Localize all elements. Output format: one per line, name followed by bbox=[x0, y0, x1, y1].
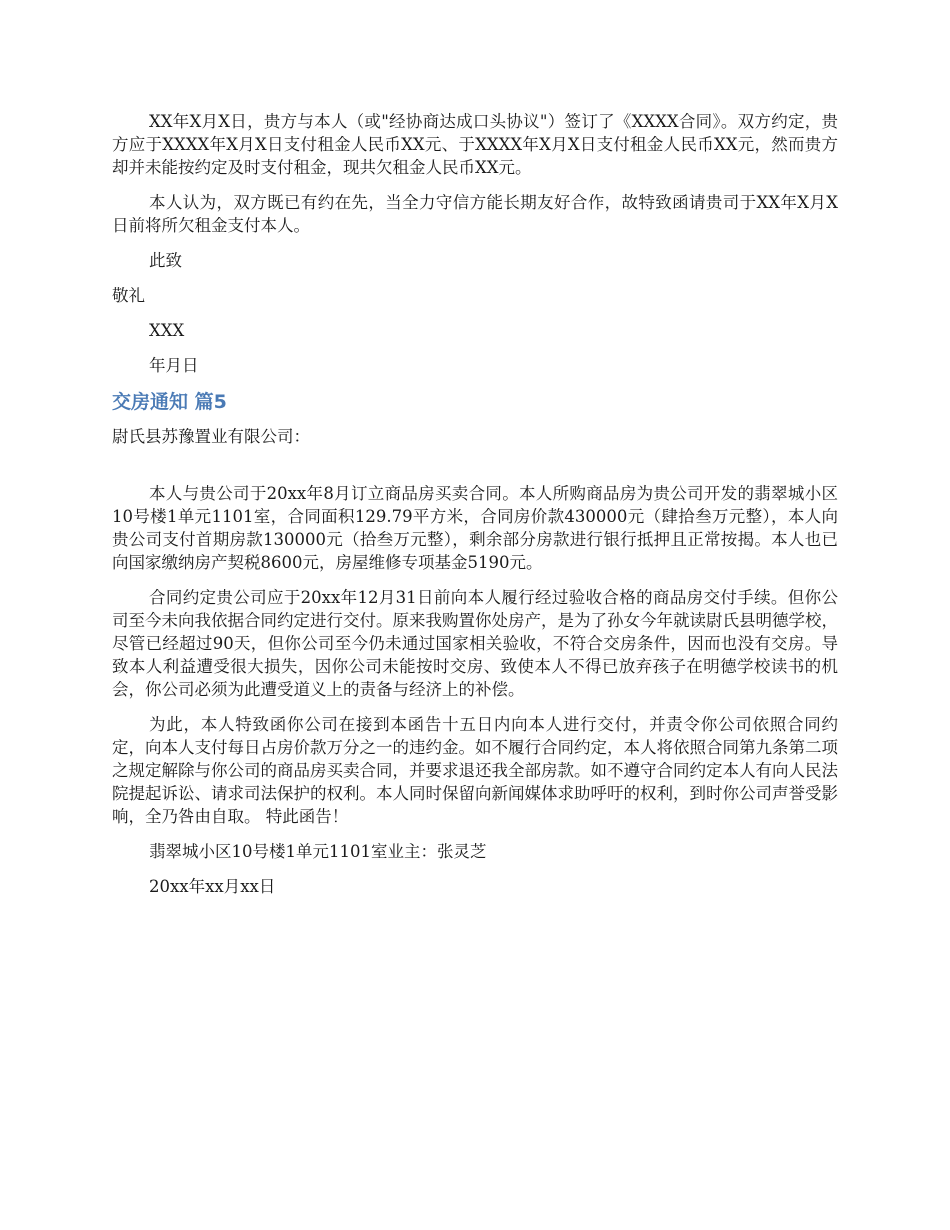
notice-date: 20xx年xx月xx日 bbox=[149, 877, 276, 896]
notice-signature: 翡翠城小区10号楼1单元1101室业主：张灵芝 bbox=[149, 842, 487, 861]
rent-letter-signature: XXX bbox=[149, 321, 185, 340]
notice-paragraph-3: 为此，本人特致函你公司在接到本函告十五日内向本人进行交付，并责令你公司依照合同约定，向本人支付每日占房价款万分之一的违约金。如不履行合同约定，本人将依照合同第九条第二项之规定解除与你公司的商品房买卖合同，并要求退还我全部房款。如不遵守合同约定本人有向人民法院提起诉讼、请求司法保护的权利。本人同时保留向新闻媒体求助呼吁的权利，到时你公司声誉受影响，全乃咎由自取。 特此函告！ bbox=[112, 715, 838, 826]
notice-paragraph-2: 合同约定贵公司应于20xx年12月31日前向本人履行经过验收合格的商品房交付手续。但你公司至今未向我依据合同约定进行交付。原来我购置你处房产，是为了孙女今年就读尉氏县明德学校，尽管已经超过90天，但你公司至今仍未通过国家相关验收，不符合交房条件，因而也没有交房。导致本人利益遭受很大损失，因你公司未能按时交房、致使本人不得已放弃孩子在明德学校读书的机会，你公司必须为此遭受道义上的责备与经济上的补偿。 bbox=[112, 588, 838, 699]
closing-regards: 敬礼 bbox=[112, 286, 145, 305]
addressee: 尉氏县苏豫置业有限公司： bbox=[112, 427, 310, 446]
blank-line bbox=[112, 460, 838, 482]
closing-salutation: 此致 bbox=[149, 251, 182, 270]
rent-letter-paragraph-2: 本人认为，双方既已有约在先，当全力守信方能长期友好合作，故特致函请贵司于XX年X月X日前将所欠租金支付本人。 bbox=[112, 193, 838, 235]
notice-paragraph-1: 本人与贵公司于20xx年8月订立商品房买卖合同。本人所购商品房为贵公司开发的翡翠城小区10号楼1单元1101室，合同面积129.79平方米，合同房价款430000元（肆拾叁万元整），本人向贵公司支付首期房款130000元（拾叁万元整），剩余部分房款进行银行抵押且正常按揭。本人也已向国家缴纳房产契税8600元，房屋维修专项基金5190元。 bbox=[112, 484, 838, 572]
rent-letter-paragraph-1: XX年X月X日，贵方与本人（或"经协商达成口头协议"）签订了《XXXX合同》。双方约定，贵方应于XXXX年X月X日支付租金人民币XX元、于XXXX年X月X日支付租金人民币XX元，然而贵方却并未能按约定及时支付租金，现共欠租金人民币XX元。 bbox=[112, 112, 838, 177]
section-heading: 交房通知 篇5 bbox=[112, 391, 227, 413]
rent-letter-date: 年月日 bbox=[149, 356, 199, 375]
